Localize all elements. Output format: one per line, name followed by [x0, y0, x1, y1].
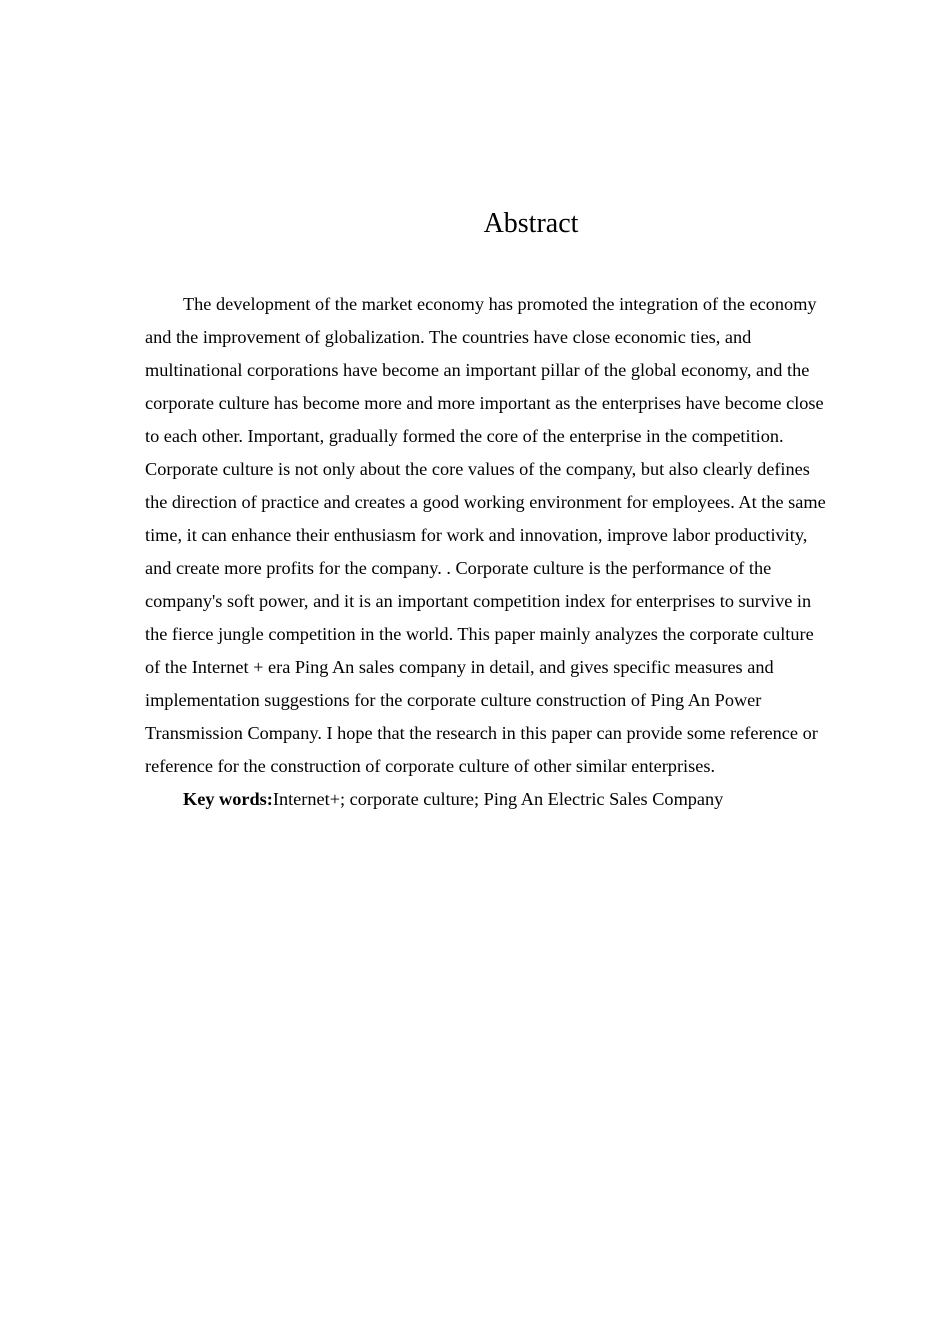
- keywords-value: Internet+; corporate culture; Ping An Electric Sales Company: [272, 789, 724, 809]
- abstract-line: The development of the market economy has promoted the integration of the economy: [183, 294, 817, 314]
- abstract-line: multinational corporations have become an important pillar of the global economy, and the: [145, 360, 810, 380]
- abstract-line: and create more profits for the company. . Corporate culture is the performance of the: [145, 558, 772, 578]
- abstract-body: [145, 288, 865, 816]
- abstract-line: of the Internet + era Ping An sales company in detail, and gives specific measures and: [145, 657, 774, 677]
- abstract-line: to each other. Important, gradually formed the core of the enterprise in the competition.: [145, 426, 784, 446]
- abstract-line: implementation suggestions for the corporate culture construction of Ping An Power: [145, 690, 762, 710]
- keywords-line: [145, 783, 865, 816]
- abstract-line: company's soft power, and it is an important competition index for enterprises to survive in: [145, 591, 812, 611]
- keywords-label: Key words:: [183, 789, 273, 809]
- abstract-line: the direction of practice and creates a good working environment for employees. At the same: [145, 492, 826, 512]
- abstract-line: corporate culture has become more and more important as the enterprises have become close: [145, 393, 824, 413]
- abstract-title: Abstract: [483, 208, 579, 239]
- abstract-line: the fierce jungle competition in the world. This paper mainly analyzes the corporate culture: [145, 624, 814, 644]
- abstract-line: Transmission Company. I hope that the research in this paper can provide some reference or: [145, 723, 818, 743]
- abstract-line: time, it can enhance their enthusiasm for work and innovation, improve labor productivity,: [145, 525, 808, 545]
- abstract-line: and the improvement of globalization. The countries have close economic ties, and: [145, 327, 752, 347]
- abstract-line: Corporate culture is not only about the core values of the company, but also clearly defines: [145, 459, 810, 479]
- abstract-line: reference for the construction of corporate culture of other similar enterprises.: [145, 756, 716, 776]
